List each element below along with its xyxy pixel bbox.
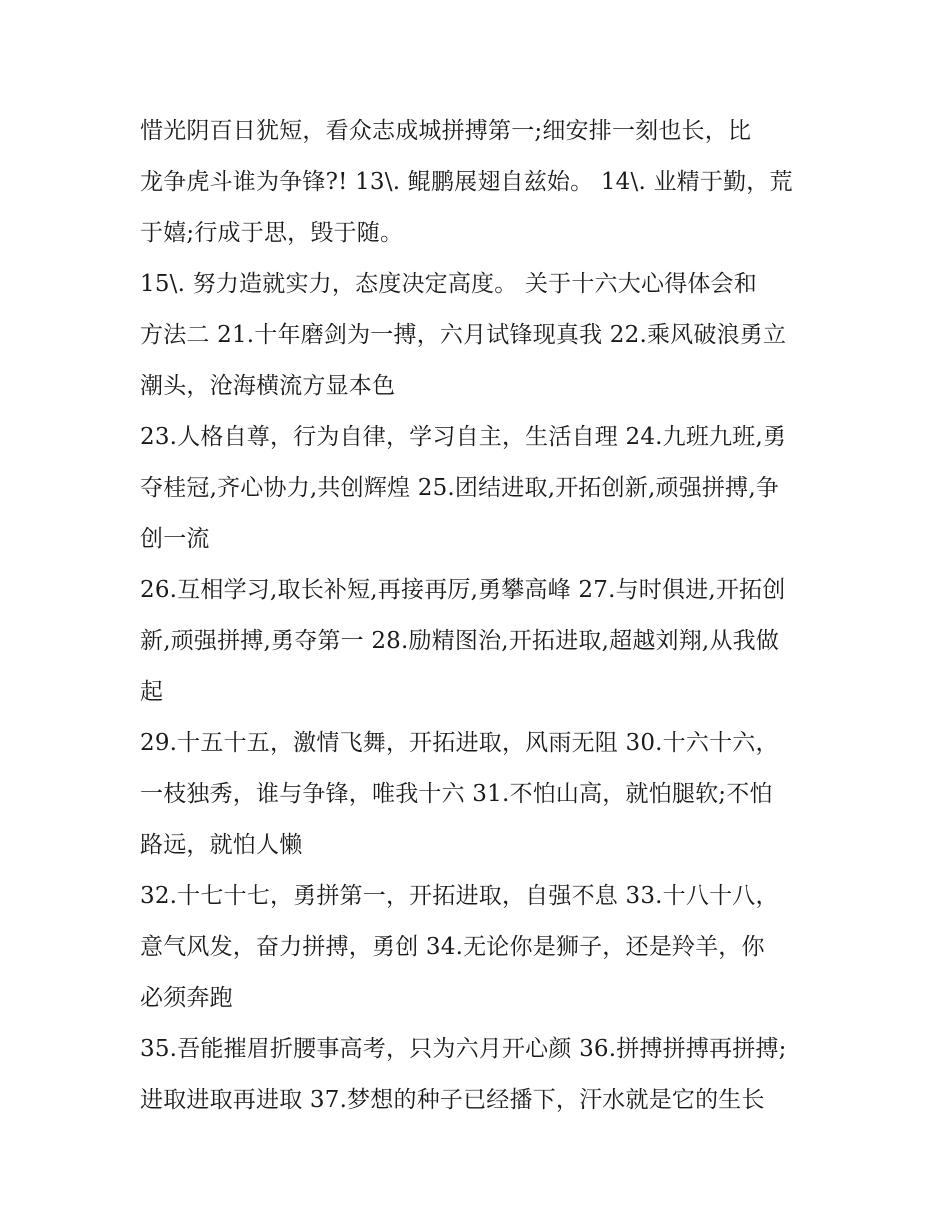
text-line: 意气风发，奋力拼搏，勇创 34.无论你是狮子，还是羚羊，你 [140,934,765,960]
text-line: 创一流 [140,526,210,552]
text-line: 进取进取再进取 37.梦想的种子已经播下，汗水就是它的生长 [140,1087,765,1113]
text-line: 起 [140,679,164,705]
text-line: 必须奔跑 [140,985,233,1011]
text-line: 29.十五十五，激情飞舞，开拓进取，风雨无阻 30.十六十六， [140,730,779,756]
text-line: 32.十七十七，勇拼第一，开拓进取，自强不息 33.十八十八， [140,883,779,909]
text-line: 35.吾能摧眉折腰事高考，只为六月开心颜 36.拼搏拼搏再拼搏; [140,1036,787,1062]
text-line: 潮头，沧海横流方显本色 [140,373,396,399]
text-line: 方法二 21.十年磨剑为一搏，六月试锋现真我 22.乘风破浪勇立 [140,322,787,348]
text-line: 23.人格自尊，行为自律，学习自主，生活自理 24.九班九班,勇 [140,424,787,450]
document-body [140,106,812,1126]
text-line: 一枝独秀，谁与争锋，唯我十六 31.不怕山高，就怕腿软;不怕 [140,781,773,807]
text-line: 惜光阴百日犹短，看众志成城拼搏第一;细安排一刻也长，比 [140,118,752,144]
text-line: 于嬉;行成于思，毁于随。 [140,220,404,246]
text-line: 26.互相学习,取长补短,再接再厉,勇攀高峰 27.与时俱进,开拓创 [140,577,786,603]
text-line: 路远，就怕人懒 [140,832,303,858]
text-line: 新,顽强拼搏,勇夺第一 28.励精图治,开拓进取,超越刘翔,从我做 [140,628,780,654]
text-line: 龙争虎斗谁为争锋?! 13\. 鲲鹏展翅自兹始。 14\. 业精于勤，荒 [140,169,793,195]
text-line: 15\. 努力造就实力，态度决定高度。 关于十六大心得体会和 [140,271,757,297]
text-line: 夺桂冠,齐心协力,共创辉煌 25.团结进取,开拓创新,顽强拼搏,争 [140,475,780,501]
